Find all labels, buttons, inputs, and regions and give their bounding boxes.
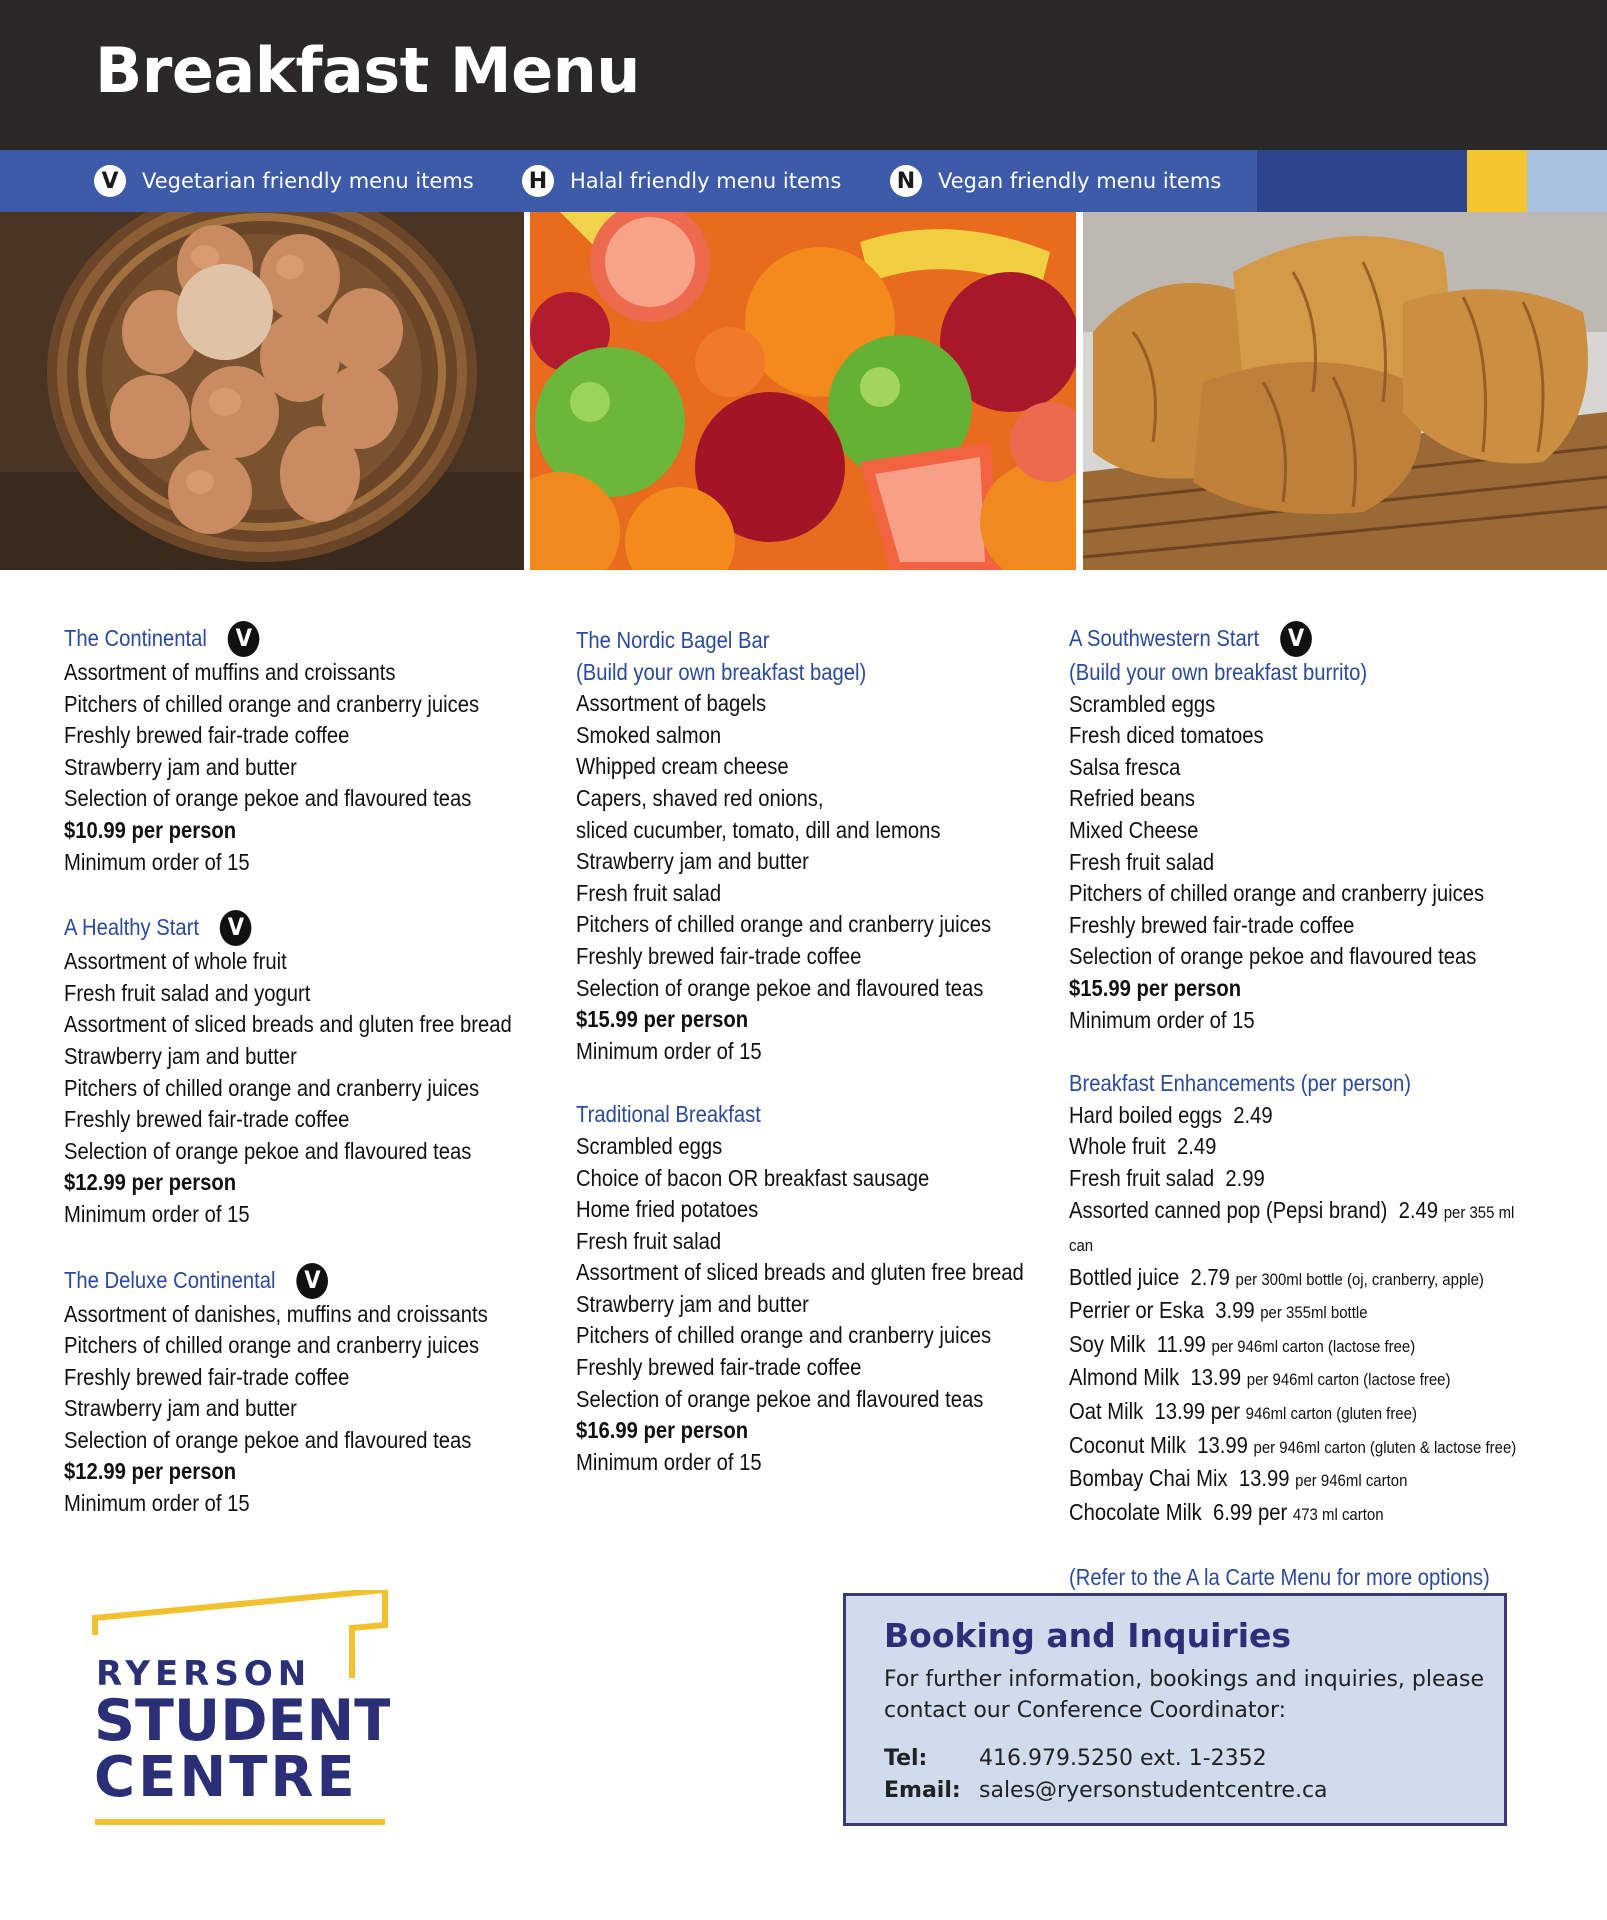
- menu-item: Refried beans: [1069, 785, 1196, 812]
- price: $16.99 per person: [576, 1417, 749, 1444]
- menu-column-3: [1069, 621, 1542, 1594]
- menu-item: Strawberry jam and butter: [64, 1042, 297, 1069]
- menu-item: Fresh fruit salad: [1069, 848, 1215, 875]
- menu-item: Fresh fruit salad: [576, 879, 722, 906]
- menu-item: Scrambled eggs: [1069, 690, 1216, 717]
- section-title-text: A Healthy Start: [64, 914, 200, 941]
- section-subtitle: (Build your own breakfast burrito): [1069, 659, 1368, 685]
- croissants-photo: [1083, 212, 1607, 570]
- legend-vegan: [890, 150, 1221, 212]
- decor-block-dark: [1257, 150, 1467, 212]
- menu-item: Smoked salmon: [576, 721, 722, 748]
- section-title-healthy: [64, 910, 512, 946]
- menu-item: Strawberry jam and butter: [576, 1290, 809, 1317]
- page-title: Breakfast Menu: [95, 34, 640, 107]
- section-title-text: The Deluxe Continental: [64, 1266, 276, 1293]
- price: $15.99 per person: [1069, 974, 1242, 1001]
- menu-item: Freshly brewed fair-trade coffee: [64, 1106, 350, 1133]
- price: $15.99 per person: [576, 1006, 749, 1033]
- section-title-continental: [64, 621, 512, 657]
- minimum-order: Minimum order of 15: [64, 1200, 250, 1227]
- menu-item: Choice of bacon OR breakfast sausage: [576, 1164, 930, 1191]
- menu-item: Selection of orange pekoe and flavoured teas: [64, 785, 472, 812]
- legend-label: Vegan friendly menu items: [938, 169, 1222, 193]
- menu-item: Pitchers of chilled orange and cranberry juices: [1069, 880, 1485, 907]
- price: $10.99 per person: [64, 816, 237, 843]
- enhancement-item: Fresh fruit salad 2.99: [1069, 1164, 1265, 1191]
- booking-inquiries-box: [843, 1593, 1507, 1826]
- menu-item: Whipped cream cheese: [576, 753, 789, 780]
- menu-item: Assortment of sliced breads and gluten free bread: [64, 1011, 512, 1038]
- booking-tel-row: [884, 1746, 1267, 1771]
- menu-item: Assortment of muffins and croissants: [64, 659, 396, 685]
- menu-item: Home fried potatoes: [576, 1196, 759, 1223]
- enhancement-item: Assorted canned pop (Pepsi brand) 2.49 per 355 ml can: [1069, 1196, 1515, 1256]
- menu-item: Pitchers of chilled orange and cranberry juices: [64, 690, 480, 717]
- tel-label: Tel:: [884, 1746, 928, 1771]
- menu-item: Pitchers of chilled orange and cranberry juices: [64, 1074, 480, 1101]
- menu-item: Freshly brewed fair-trade coffee: [64, 722, 350, 749]
- header-bar: [0, 0, 1607, 150]
- legend-vegetarian: [94, 150, 474, 212]
- enhancement-item: Hard boiled eggs 2.49: [1069, 1101, 1273, 1128]
- email-address[interactable]: sales@ryersonstudentcentre.ca: [979, 1778, 1328, 1803]
- vegetarian-badge-icon: V: [94, 165, 126, 197]
- section-title-southwestern: [1069, 621, 1542, 657]
- menu-item: Freshly brewed fair-trade coffee: [64, 1363, 350, 1390]
- enhancement-item: Bombay Chai Mix 13.99 per 946ml carton: [1069, 1465, 1408, 1492]
- menu-item: Assortment of bagels: [576, 690, 767, 717]
- menu-item: Selection of orange pekoe and flavoured teas: [576, 1385, 984, 1412]
- section-title-text: The Continental: [64, 625, 207, 652]
- section-title-enhancements: Breakfast Enhancements (per person): [1069, 1070, 1412, 1097]
- eggs-photo: [0, 212, 524, 570]
- vegetarian-badge-icon: V: [220, 910, 252, 946]
- menu-item: Assortment of whole fruit: [64, 948, 287, 975]
- menu-item: Pitchers of chilled orange and cranberry juices: [576, 1322, 992, 1349]
- menu-item: Freshly brewed fair-trade coffee: [576, 942, 862, 969]
- menu-item: Freshly brewed fair-trade coffee: [1069, 911, 1355, 938]
- legend-label: Vegetarian friendly menu items: [142, 169, 474, 193]
- menu-item: Selection of orange pekoe and flavoured teas: [64, 1137, 472, 1164]
- booking-title: Booking and Inquiries: [884, 1616, 1292, 1655]
- ryerson-student-centre-logo: [90, 1590, 390, 1830]
- vegetarian-badge-icon: V: [297, 1263, 329, 1299]
- fruit-photo: [530, 212, 1076, 570]
- price: $12.99 per person: [64, 1458, 237, 1485]
- minimum-order: Minimum order of 15: [64, 848, 250, 875]
- logo-line-1: RYERSON: [96, 1654, 312, 1694]
- section-title-nordic: The Nordic Bagel Bar: [576, 627, 770, 653]
- menu-item: Freshly brewed fair-trade coffee: [576, 1354, 862, 1381]
- menu-item: Fresh fruit salad and yogurt: [64, 979, 311, 1006]
- vegetarian-badge-icon: V: [228, 621, 260, 657]
- enhancement-item: Chocolate Milk 6.99 per 473 ml carton: [1069, 1498, 1384, 1525]
- menu-item: Scrambled eggs: [576, 1132, 723, 1159]
- vegan-badge-icon: N: [890, 165, 922, 197]
- legend-bar: [0, 150, 1607, 212]
- enhancement-item: Almond Milk 13.99 per 946ml carton (lactose free): [1069, 1364, 1451, 1391]
- menu-item: Strawberry jam and butter: [64, 1395, 297, 1422]
- menu-item: Salsa fresca: [1069, 753, 1181, 780]
- decor-block-light: [1527, 150, 1607, 212]
- menu-item: Mixed Cheese: [1069, 816, 1199, 843]
- menu-column-2: [576, 625, 1024, 1478]
- menu-item: Selection of orange pekoe and flavoured teas: [1069, 943, 1477, 970]
- menu-item: Pitchers of chilled orange and cranberry juices: [576, 911, 992, 938]
- menu-item: sliced cucumber, tomato, dill and lemons: [576, 816, 941, 843]
- menu-item: Strawberry jam and butter: [64, 753, 297, 780]
- section-title-deluxe: [64, 1263, 512, 1299]
- minimum-order: Minimum order of 15: [576, 1037, 762, 1064]
- menu-item: Fresh fruit salad: [576, 1227, 722, 1254]
- price: $12.99 per person: [64, 1169, 237, 1196]
- section-title-text: A Southwestern Start: [1069, 625, 1260, 652]
- enhancement-item: Perrier or Eska 3.99 per 355ml bottle: [1069, 1297, 1368, 1324]
- enhancement-item: Bottled juice 2.79 per 300ml bottle (oj, cranberry, apple): [1069, 1263, 1484, 1290]
- tel-number[interactable]: 416.979.5250 ext. 1-2352: [979, 1746, 1267, 1771]
- halal-badge-icon: H: [522, 165, 554, 197]
- minimum-order: Minimum order of 15: [576, 1448, 762, 1475]
- menu-item: Strawberry jam and butter: [576, 848, 809, 875]
- logo-line-2: STUDENT: [94, 1688, 390, 1754]
- menu-item: Assortment of danishes, muffins and croissants: [64, 1300, 488, 1327]
- enhancement-item: Whole fruit 2.49: [1069, 1133, 1217, 1160]
- menu-item: Capers, shaved red onions,: [576, 784, 824, 811]
- menu-item: Selection of orange pekoe and flavoured teas: [576, 974, 984, 1001]
- enhancement-item: Coconut Milk 13.99 per 946ml carton (gluten & lactose free): [1069, 1431, 1517, 1458]
- section-subtitle: (Build your own breakfast bagel): [576, 658, 867, 685]
- logo-line-3: CENTRE: [94, 1745, 358, 1810]
- booking-email-row: [884, 1778, 1328, 1803]
- legend-halal: [522, 150, 841, 212]
- menu-item: Selection of orange pekoe and flavoured teas: [64, 1426, 472, 1453]
- email-label: Email:: [884, 1778, 961, 1803]
- menu-item: Pitchers of chilled orange and cranberry juices: [64, 1332, 480, 1359]
- enhancement-item: Oat Milk 13.99 per 946ml carton (gluten free): [1069, 1398, 1417, 1425]
- legend-label: Halal friendly menu items: [570, 169, 842, 193]
- menu-column-1: [64, 621, 512, 1520]
- menu-item: Fresh diced tomatoes: [1069, 722, 1264, 749]
- a-la-carte-note: (Refer to the A la Carte Menu for more options): [1069, 1564, 1490, 1591]
- minimum-order: Minimum order of 15: [1069, 1006, 1255, 1033]
- menu-item: Assortment of sliced breads and gluten free bread: [576, 1259, 1024, 1286]
- booking-description: For further information, bookings and inquiries, please contact our Conference Coordinator:: [884, 1667, 1484, 1723]
- decor-block-yellow: [1467, 150, 1527, 212]
- vegetarian-badge-icon: V: [1280, 621, 1312, 657]
- section-title-traditional: Traditional Breakfast: [576, 1101, 761, 1128]
- enhancement-item: Soy Milk 11.99 per 946ml carton (lactose free): [1069, 1330, 1416, 1357]
- minimum-order: Minimum order of 15: [64, 1490, 250, 1517]
